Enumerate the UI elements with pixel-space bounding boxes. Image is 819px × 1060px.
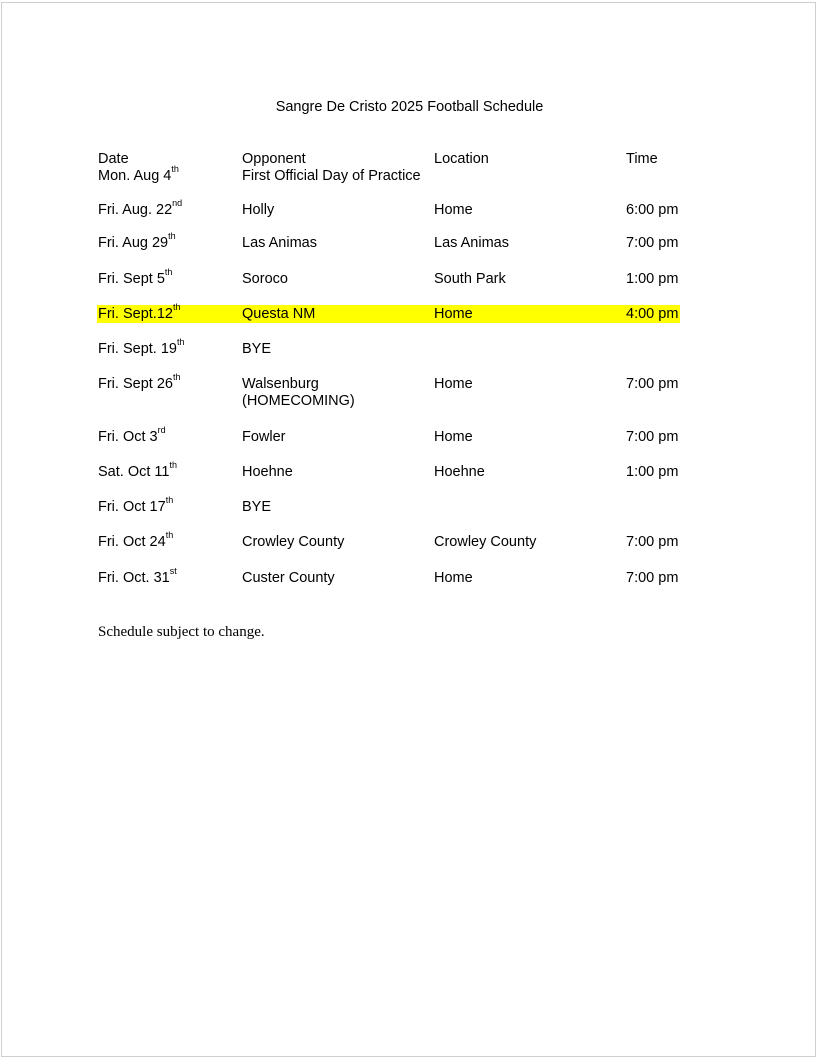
row-opponent: BYE [242, 499, 272, 515]
row-location: Home [434, 306, 473, 322]
row-time: 7:00 pm [626, 570, 679, 586]
row-opponent: Walsenburg [242, 376, 319, 392]
header-time: Time [626, 151, 658, 167]
header-opponent: Opponent [242, 151, 306, 167]
row-date: Fri. Sept. 19th [98, 337, 185, 357]
schedule-title: Sangre De Cristo 2025 Football Schedule [275, 99, 544, 115]
table-row [97, 337, 680, 360]
table-row [97, 198, 680, 221]
row-date: Fri. Oct 24th [98, 530, 174, 550]
table-row [97, 566, 680, 589]
row-date: Fri. Sept.12th [98, 302, 181, 322]
row-opponent: Custer County [242, 570, 335, 586]
row-opponent: First Official Day of Practice [242, 168, 421, 184]
row-date: Mon. Aug 4th [98, 164, 179, 184]
row-date: Fri. Oct 17th [98, 495, 174, 515]
row-opponent-note: (HOMECOMING) [242, 393, 355, 409]
row-time: 7:00 pm [626, 429, 679, 445]
row-opponent: Hoehne [242, 464, 293, 480]
row-time: 7:00 pm [626, 534, 679, 550]
table-row [97, 425, 680, 448]
row-location: Las Animas [434, 235, 509, 251]
row-opponent: Fowler [242, 429, 286, 445]
row-time: 7:00 pm [626, 235, 679, 251]
header-location: Location [434, 151, 489, 167]
row-date: Fri. Aug. 22nd [98, 198, 183, 218]
schedule-note: Schedule subject to change. [98, 624, 265, 640]
row-date: Fri. Sept 26th [98, 372, 181, 392]
row-time: 6:00 pm [626, 202, 679, 218]
row-date: Sat. Oct 11th [98, 460, 177, 480]
row-time: 1:00 pm [626, 464, 679, 480]
row-location: Home [434, 376, 473, 392]
row-opponent: Las Animas [242, 235, 317, 251]
header-date: Date [98, 151, 129, 167]
row-opponent: Soroco [242, 271, 288, 287]
table-row-highlighted [97, 302, 680, 323]
row-location: Crowley County [434, 534, 537, 550]
table-row [97, 231, 680, 254]
row-time: 1:00 pm [626, 271, 679, 287]
table-row [97, 372, 680, 413]
row-date: Fri. Oct 3rd [98, 425, 166, 445]
row-opponent: Questa NM [242, 306, 316, 322]
table-row [97, 164, 680, 187]
table-row [97, 495, 680, 518]
table-row [97, 267, 680, 290]
table-row [97, 530, 680, 553]
row-time: 7:00 pm [626, 376, 679, 392]
row-date: Fri. Aug 29th [98, 231, 176, 251]
row-location: Home [434, 570, 473, 586]
row-location: South Park [434, 271, 506, 287]
row-location: Home [434, 202, 473, 218]
row-location: Hoehne [434, 464, 485, 480]
row-opponent: Crowley County [242, 534, 345, 550]
row-opponent: BYE [242, 341, 272, 357]
table-row [97, 460, 680, 483]
row-time: 4:00 pm [626, 306, 679, 322]
row-location: Home [434, 429, 473, 445]
row-date: Fri. Sept 5th [98, 267, 173, 287]
row-opponent: Holly [242, 202, 275, 218]
row-date: Fri. Oct. 31st [98, 566, 177, 586]
